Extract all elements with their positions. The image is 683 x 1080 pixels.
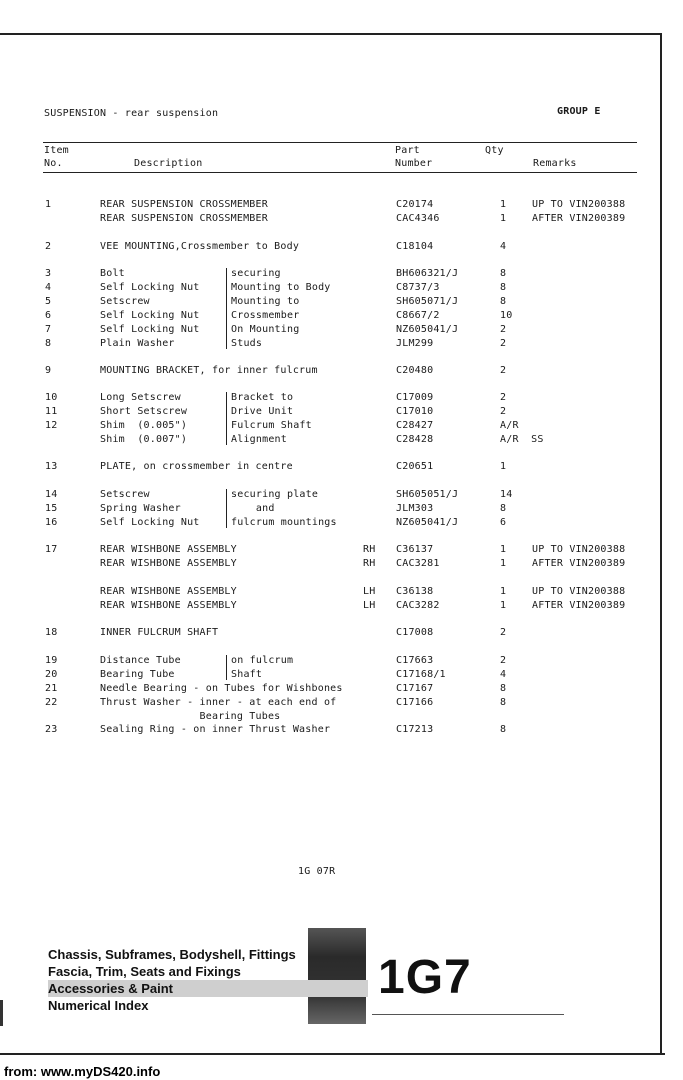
item-number: 16	[45, 517, 58, 528]
quantity: 4	[500, 669, 507, 680]
quantity: 8	[500, 282, 507, 293]
quantity: A/R	[500, 420, 519, 431]
usage-note: on fulcrum	[231, 655, 294, 666]
section-link-accessories: Accessories & Paint	[48, 980, 368, 997]
remarks: UP TO VIN200388	[532, 199, 626, 210]
part-description: Thrust Washer - inner - at each end of	[100, 697, 337, 708]
part-description: Setscrew	[100, 489, 150, 500]
part-number: C17166	[396, 697, 434, 708]
group-label: GROUP E	[557, 106, 601, 117]
item-number: 4	[45, 282, 52, 293]
quantity: 1	[500, 586, 507, 597]
side-indicator: RH	[363, 558, 376, 569]
part-number: C17167	[396, 683, 434, 694]
part-number: CAC4346	[396, 213, 440, 224]
part-number: SH605051/J	[396, 489, 459, 500]
side-indicator: RH	[363, 544, 376, 555]
col-part-header: Part Number	[395, 145, 433, 169]
part-description: REAR WISHBONE ASSEMBLY	[100, 600, 237, 611]
item-number: 23	[45, 724, 58, 735]
quantity: 8	[500, 724, 507, 735]
part-description: REAR WISHBONE ASSEMBLY	[100, 586, 237, 597]
part-description: Short Setscrew	[100, 406, 188, 417]
col-description-header: Description	[134, 158, 203, 169]
item-number: 22	[45, 697, 58, 708]
part-number: C20651	[396, 461, 434, 472]
part-description: REAR SUSPENSION CROSSMEMBER	[100, 199, 268, 210]
part-number: C17663	[396, 655, 434, 666]
part-description: Self Locking Nut	[100, 310, 200, 321]
quantity: 2	[500, 392, 507, 403]
part-description: Shim (0.005")	[100, 420, 188, 431]
part-number: C20174	[396, 199, 434, 210]
badge-rule	[372, 1014, 564, 1015]
usage-note: Mounting to	[231, 296, 300, 307]
part-description: Spring Washer	[100, 503, 181, 514]
quantity: 2	[500, 655, 507, 666]
quantity: 8	[500, 268, 507, 279]
quantity: 4	[500, 241, 507, 252]
part-number: C36138	[396, 586, 434, 597]
quantity: 1	[500, 199, 507, 210]
quantity: 2	[500, 324, 507, 335]
quantity: 8	[500, 503, 507, 514]
part-number: BH606321/J	[396, 268, 459, 279]
page-title: SUSPENSION - rear suspension	[44, 108, 219, 119]
quantity: 14	[500, 489, 513, 500]
item-number: 11	[45, 406, 58, 417]
part-number: NZ605041/J	[396, 517, 459, 528]
part-number: C17009	[396, 392, 434, 403]
quantity: 1	[500, 600, 507, 611]
source-credit: from: www.myDS420.info	[4, 1064, 161, 1079]
quantity: 8	[500, 296, 507, 307]
item-number: 20	[45, 669, 58, 680]
part-number: CAC3282	[396, 600, 440, 611]
item-number: 8	[45, 338, 52, 349]
item-number: 10	[45, 392, 58, 403]
part-description: REAR WISHBONE ASSEMBLY	[100, 544, 237, 555]
item-number: 13	[45, 461, 58, 472]
part-description: VEE MOUNTING,Crossmember to Body	[100, 241, 300, 252]
brace-bar	[226, 268, 227, 349]
quantity: 1	[500, 544, 507, 555]
quantity: 1	[500, 558, 507, 569]
item-number: 1	[45, 199, 52, 210]
item-number: 15	[45, 503, 58, 514]
part-description: Self Locking Nut	[100, 324, 200, 335]
part-description: Self Locking Nut	[100, 282, 200, 293]
quantity: 8	[500, 697, 507, 708]
part-number: C17213	[396, 724, 434, 735]
usage-note: securing	[231, 268, 281, 279]
quantity: 8	[500, 683, 507, 694]
item-number: 21	[45, 683, 58, 694]
part-description: PLATE, on crossmember in centre	[100, 461, 293, 472]
item-number: 18	[45, 627, 58, 638]
section-index	[48, 946, 368, 1026]
part-number: C17168/1	[396, 669, 446, 680]
part-description: Bolt	[100, 268, 125, 279]
quantity: 1	[500, 213, 507, 224]
part-description: Distance Tube	[100, 655, 181, 666]
part-number: JLM299	[396, 338, 434, 349]
usage-note: and	[231, 503, 275, 514]
header-rule-bottom	[43, 172, 637, 173]
part-number: C17008	[396, 627, 434, 638]
part-number: SH605071/J	[396, 296, 459, 307]
usage-note: Crossmember	[231, 310, 300, 321]
quantity: 2	[500, 365, 507, 376]
col-remarks-header: Remarks	[533, 158, 577, 169]
item-number: 19	[45, 655, 58, 666]
remarks: UP TO VIN200388	[532, 544, 626, 555]
part-number: C28428	[396, 434, 434, 445]
quantity: 1	[500, 461, 507, 472]
margin-mark	[0, 1000, 3, 1026]
side-indicator: LH	[363, 600, 376, 611]
usage-note: Mounting to Body	[231, 282, 331, 293]
part-description: Bearing Tube	[100, 669, 175, 680]
usage-note: Fulcrum Shaft	[231, 420, 312, 431]
part-description: Shim (0.007")	[100, 434, 188, 445]
item-number: 7	[45, 324, 52, 335]
quantity: 10	[500, 310, 513, 321]
quantity: 2	[500, 406, 507, 417]
part-description: Long Setscrew	[100, 392, 181, 403]
part-description: Setscrew	[100, 296, 150, 307]
part-number: CAC3281	[396, 558, 440, 569]
usage-note: Bracket to	[231, 392, 294, 403]
usage-note: Shaft	[231, 669, 263, 680]
col-qty-header: Qty	[485, 145, 504, 156]
remarks: AFTER VIN200389	[532, 558, 626, 569]
usage-note: securing plate	[231, 489, 319, 500]
item-number: 2	[45, 241, 52, 252]
part-description: Bearing Tubes	[100, 711, 281, 722]
part-description: MOUNTING BRACKET, for inner fulcrum	[100, 365, 318, 376]
brace-bar	[226, 392, 227, 445]
item-number: 17	[45, 544, 58, 555]
part-number: JLM303	[396, 503, 434, 514]
usage-note: Studs	[231, 338, 263, 349]
header-rule-top	[43, 142, 637, 143]
item-number: 9	[45, 365, 52, 376]
section-link-index: Numerical Index	[48, 998, 149, 1013]
remarks: AFTER VIN200389	[532, 600, 626, 611]
part-description: Plain Washer	[100, 338, 175, 349]
remarks: AFTER VIN200389	[532, 213, 626, 224]
part-description: Needle Bearing - on Tubes for Wishbones	[100, 683, 343, 694]
part-number: C18104	[396, 241, 434, 252]
part-description: Sealing Ring - on inner Thrust Washer	[100, 724, 331, 735]
quantity: 2	[500, 338, 507, 349]
section-link-fascia: Fascia, Trim, Seats and Fixings	[48, 964, 241, 979]
brace-bar	[226, 489, 227, 528]
usage-note: fulcrum mountings	[231, 517, 337, 528]
brace-bar	[226, 655, 227, 680]
remarks: UP TO VIN200388	[532, 586, 626, 597]
section-badge: 1G7	[378, 951, 472, 1004]
part-description: INNER FULCRUM SHAFT	[100, 627, 219, 638]
quantity: 6	[500, 517, 507, 528]
part-number: C28427	[396, 420, 434, 431]
bottom-rule	[0, 1053, 665, 1055]
part-number: NZ605041/J	[396, 324, 459, 335]
quantity: 2	[500, 627, 507, 638]
item-number: 14	[45, 489, 58, 500]
item-number: 6	[45, 310, 52, 321]
usage-note: On Mounting	[231, 324, 300, 335]
section-link-chassis: Chassis, Subframes, Bodyshell, Fittings	[48, 947, 296, 962]
part-number: C17010	[396, 406, 434, 417]
page-code: 1G 07R	[298, 866, 336, 877]
part-number: C20480	[396, 365, 434, 376]
part-description: REAR WISHBONE ASSEMBLY	[100, 558, 237, 569]
side-indicator: LH	[363, 586, 376, 597]
col-item-header: Item No.	[44, 145, 69, 169]
usage-note: Alignment	[231, 434, 287, 445]
quantity: A/R SS	[500, 434, 544, 445]
item-number: 3	[45, 268, 52, 279]
item-number: 5	[45, 296, 52, 307]
item-number: 12	[45, 420, 58, 431]
part-number: C8737/3	[396, 282, 440, 293]
part-number: C36137	[396, 544, 434, 555]
part-description: REAR SUSPENSION CROSSMEMBER	[100, 213, 268, 224]
part-number: C8667/2	[396, 310, 440, 321]
usage-note: Drive Unit	[231, 406, 294, 417]
part-description: Self Locking Nut	[100, 517, 200, 528]
